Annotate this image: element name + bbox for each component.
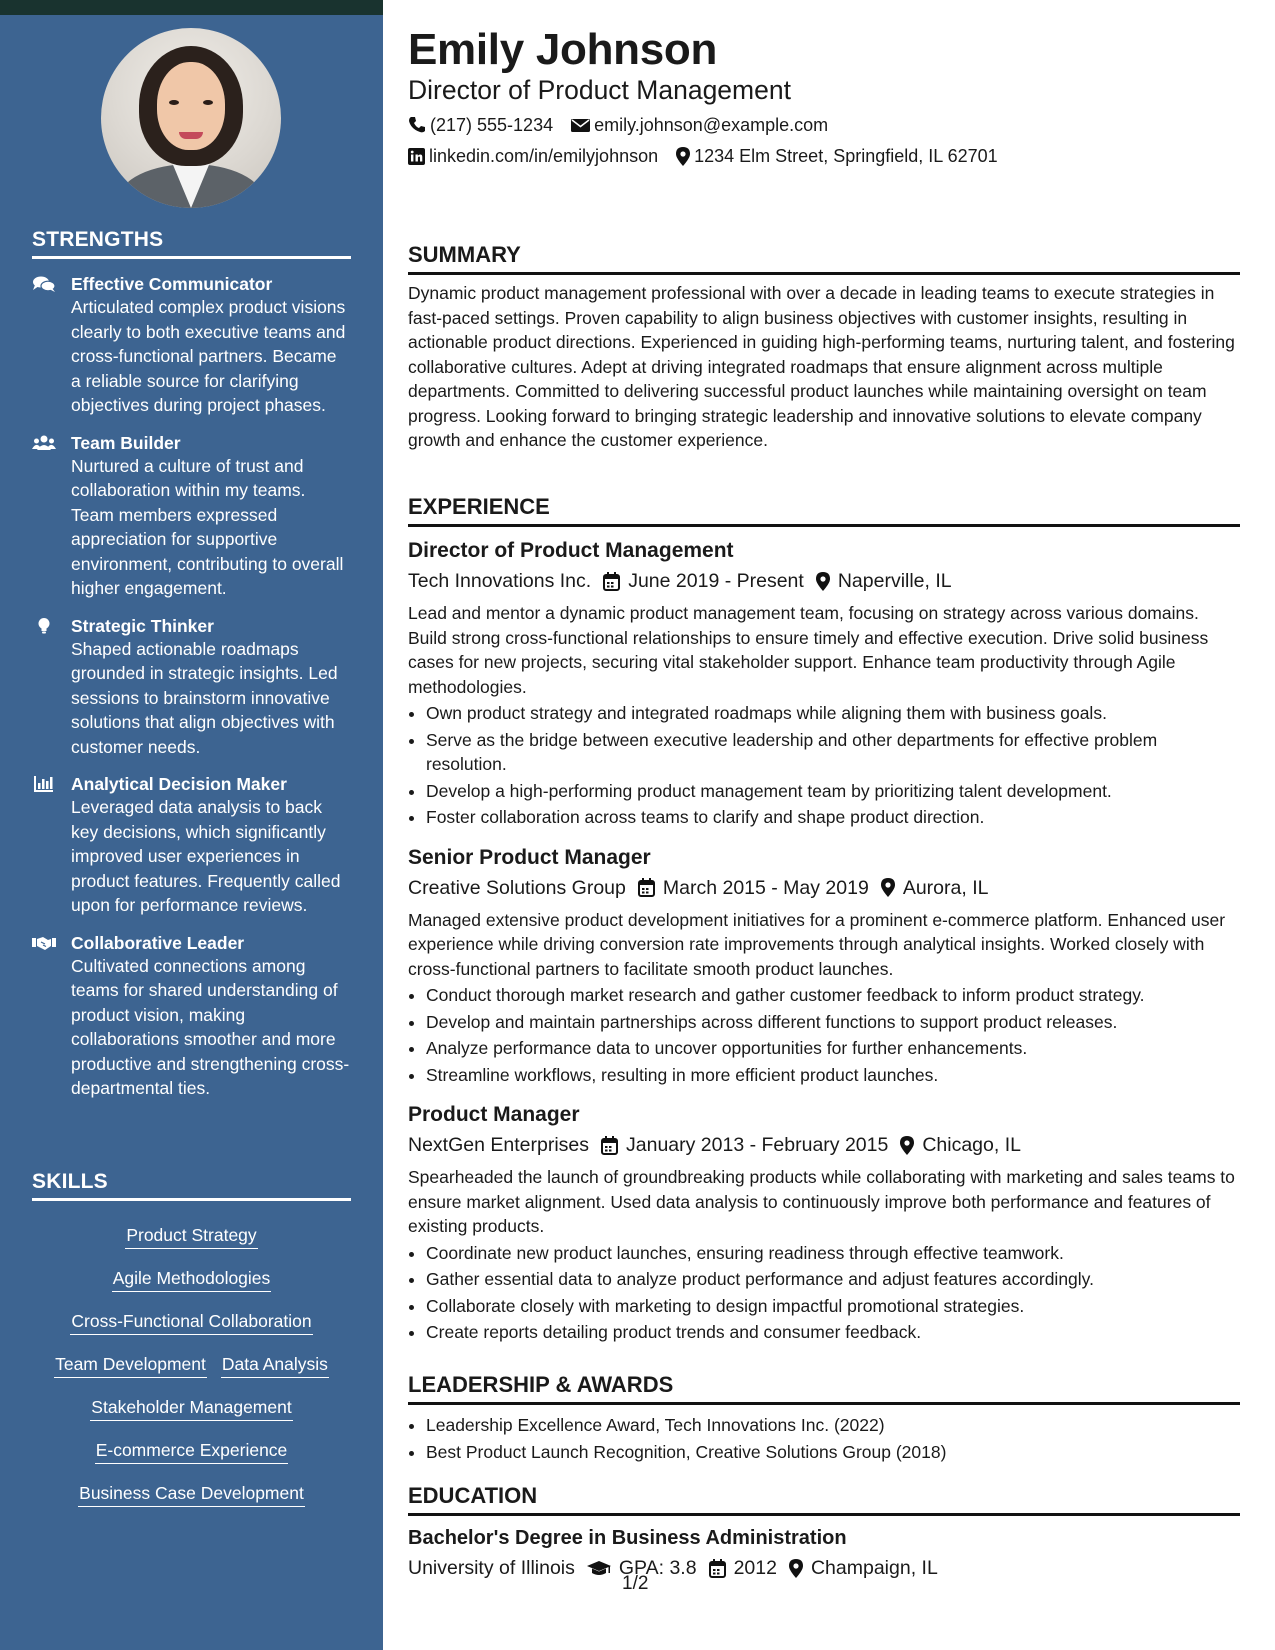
map-marker-icon: [676, 147, 690, 166]
strength-description: Leveraged data analysis to back key decisions, which significantly improved user experiences in product features. Frequently called upon for performance reviews.: [71, 797, 341, 915]
job-entry: [408, 1101, 1240, 1345]
strength-description: Nurtured a culture of trust and collaboration within my teams. Team members expressed appreciation for supportive environment, contributing to overall higher engagement.: [71, 455, 344, 598]
awards-section: [408, 1372, 1240, 1466]
experience-heading: EXPERIENCE: [408, 494, 1240, 527]
email-contact[interactable]: [571, 113, 828, 137]
strengths-heading: STRENGTHS: [32, 228, 351, 259]
award-item: • Leadership Excellence Award, Tech Innovations Inc. (2022): [426, 1413, 1240, 1438]
bullet-item: • Coordinate new product launches, ensuring readiness through effective teamwork.: [426, 1241, 1240, 1266]
lightbulb-icon: [32, 617, 56, 635]
bullet-item: • Create reports detailing product trends and consumer feedback.: [426, 1320, 1240, 1345]
job-meta: [408, 567, 1240, 595]
skill-tag: Business Case Development: [78, 1481, 305, 1507]
linkedin-contact[interactable]: [408, 144, 658, 168]
job-dates: March 2015 - May 2019: [662, 876, 869, 899]
strength-item: [32, 432, 351, 601]
contact-row-2: [408, 144, 998, 168]
summary-heading: SUMMARY: [408, 242, 1240, 275]
address-text: 1234 Elm Street, Springfield, IL 62701: [694, 146, 998, 166]
strength-title: Strategic Thinker: [71, 615, 214, 636]
phone-contact: [408, 113, 553, 137]
contact-row: [408, 113, 828, 137]
bullet-item: • Own product strategy and integrated roadmaps while aligning them with business goals.: [426, 701, 1240, 726]
email-text: emily.johnson@example.com: [594, 115, 829, 135]
address-contact: [676, 144, 998, 168]
job-entry: [408, 537, 1240, 830]
education-heading: EDUCATION: [408, 1483, 1240, 1516]
company-name: Creative Solutions Group: [408, 876, 626, 899]
job-bullets: [408, 983, 1240, 1087]
bullet-item: • Serve as the bridge between executive leadership and other departments for effective problem resolution.: [426, 728, 1240, 777]
degree-title: Bachelor's Degree in Business Administration: [408, 1527, 847, 1549]
strength-title: Collaborative Leader: [71, 932, 245, 953]
bullet-item: • Develop a high-performing product management team by prioritizing talent development.: [426, 779, 1240, 804]
handshake-icon: [32, 934, 56, 952]
skill-tag: Product Strategy: [125, 1223, 257, 1249]
job-bullets: [408, 701, 1240, 830]
job-meta: [408, 874, 1240, 902]
strength-title: Effective Communicator: [71, 274, 273, 294]
map-marker-icon: [789, 1559, 803, 1578]
map-marker-icon: [816, 572, 830, 591]
skills-section: [32, 1170, 351, 1516]
phone-icon: [408, 116, 426, 134]
strength-description: Articulated complex product visions clearly to both executive teams and cross-functional partners. Became a reliable source for clarifying objectives during project phases.: [71, 297, 346, 415]
job-bullets: [408, 1241, 1240, 1345]
job-description: Managed extensive product development initiatives for a prominent e-commerce platform. Enhanced user experience while driving conversion rate improvements through analytical insights. Worked closely with cross-functional partners to facilitate smooth product launches.: [408, 909, 1226, 979]
summary-section: [408, 242, 1240, 453]
chart-icon: [32, 775, 56, 793]
bullet-item: • Conduct thorough market research and gather customer feedback to inform product strategy.: [426, 983, 1240, 1008]
strength-item: [32, 615, 351, 760]
job-title: Senior Product Manager: [408, 845, 651, 869]
phone-text: (217) 555-1234: [430, 115, 554, 135]
envelope-icon: [571, 118, 590, 133]
job-location: Aurora, IL: [902, 876, 989, 899]
bullet-item: • Analyze performance data to uncover opportunities for further enhancements.: [426, 1036, 1240, 1061]
linkedin-text: linkedin.com/in/emilyjohnson: [429, 146, 659, 166]
job-description: Spearheaded the launch of groundbreaking products while collaborating with marketing and sales teams to ensure market alignment. Used data analysis to continuously improve both performance and features of existing products.: [408, 1167, 1235, 1236]
skill-tag: Stakeholder Management: [90, 1395, 292, 1421]
candidate-name: Emily Johnson: [408, 25, 718, 74]
calendar-icon: [603, 572, 620, 591]
bullet-item: • Collaborate closely with marketing to design impactful promotional strategies.: [426, 1294, 1240, 1319]
job-description: Lead and mentor a dynamic product management team, focusing on strategy across various domains. Build strong cross-functional relationships to ensure timely and effective execution. Drive solid business cases for new projects, securing vital stakeholder support. Enhance team productivity through Agile methodologies.: [408, 603, 1209, 697]
strength-description: Cultivated connections among teams for shared understanding of product vision, making collaborations smoother and more productive and strengthening cross-departmental ties.: [71, 955, 350, 1098]
job-meta: [408, 1131, 1240, 1159]
bullet-item: • Streamline workflows, resulting in more efficient product launches.: [426, 1063, 1240, 1088]
company-name: NextGen Enterprises: [408, 1134, 589, 1156]
calendar-icon: [601, 1136, 618, 1155]
job-dates: June 2019 - Present: [628, 570, 804, 592]
bullet-item: • Develop and maintain partnerships across different functions to support product releases.: [426, 1010, 1240, 1035]
profile-photo: [101, 28, 281, 208]
gpa-text: GPA: 3.8: [618, 1557, 697, 1579]
skill-tag: E-commerce Experience: [95, 1438, 289, 1464]
strength-title: Analytical Decision Maker: [71, 774, 287, 794]
awards-list: [408, 1413, 1240, 1464]
graduation-year: 2012: [733, 1557, 777, 1579]
bullet-item: • Gather essential data to analyze product performance and adjust features accordingly.: [426, 1267, 1240, 1292]
skills-list: [32, 1215, 351, 1516]
skill-tag: Data Analysis: [221, 1352, 329, 1378]
strength-item: [32, 273, 351, 418]
strength-item: [32, 773, 351, 918]
job-title: Product Manager: [408, 1103, 580, 1126]
map-marker-icon: [881, 878, 895, 897]
award-item: • Best Product Launch Recognition, Creative Solutions Group (2018): [426, 1440, 1240, 1465]
users-icon: [32, 434, 56, 452]
sidebar-top-bar: [0, 0, 383, 15]
calendar-icon: [638, 878, 655, 897]
job-title: Director of Product Management: [408, 539, 734, 562]
map-marker-icon: [900, 1136, 914, 1155]
summary-text: Dynamic product management professional with over a decade in leading teams to execute strategies in fast-paced settings. Proven capability to align business objectives with customer insights, resulting in actionable product directions. Experienced in guiding high-performing teams, nurturing talent, and fostering collaborative cultures. Adept at driving integrated roadmaps that ensure alignment across multiple departments. Committed to delivering successful product launches while maintaining oversight on team progress. Looking forward to bringing strategic leadership and innovative solutions to elevate company growth and enhance the customer experience.: [408, 283, 1235, 450]
skill-tag: Cross-Functional Collaboration: [70, 1309, 312, 1335]
job-title-header: Director of Product Management: [408, 75, 791, 105]
skills-heading: SKILLS: [32, 1170, 351, 1201]
job-location: Naperville, IL: [837, 570, 952, 592]
calendar-icon: [709, 1559, 726, 1578]
school-location: Champaign, IL: [810, 1557, 938, 1579]
education-section: [408, 1483, 1240, 1582]
job-location: Chicago, IL: [922, 1134, 1021, 1156]
comments-icon: [32, 275, 56, 293]
company-name: Tech Innovations Inc.: [408, 570, 592, 592]
sidebar: [0, 15, 383, 1650]
strength-title: Team Builder: [71, 432, 181, 453]
awards-heading: LEADERSHIP & AWARDS: [408, 1372, 1240, 1405]
bullet-item: • Foster collaboration across teams to clarify and shape product direction.: [426, 805, 1240, 830]
page-number: 1/2: [622, 1573, 649, 1594]
graduation-cap-icon: [587, 1560, 611, 1577]
linkedin-icon: [408, 148, 425, 165]
skill-tag: Agile Methodologies: [112, 1266, 272, 1292]
job-dates: January 2013 - February 2015: [626, 1134, 889, 1156]
strengths-section: [32, 228, 351, 1101]
education-meta: [408, 1554, 1240, 1582]
experience-section: [408, 494, 1240, 1347]
job-entry: [408, 844, 1240, 1088]
skill-tag: Team Development: [54, 1352, 207, 1378]
strength-item: [32, 932, 351, 1101]
strength-description: Shaped actionable roadmaps grounded in strategic insights. Led sessions to brainstorm innovative solutions that align objectives with customer needs.: [71, 638, 338, 757]
school-name: University of Illinois: [408, 1557, 575, 1579]
